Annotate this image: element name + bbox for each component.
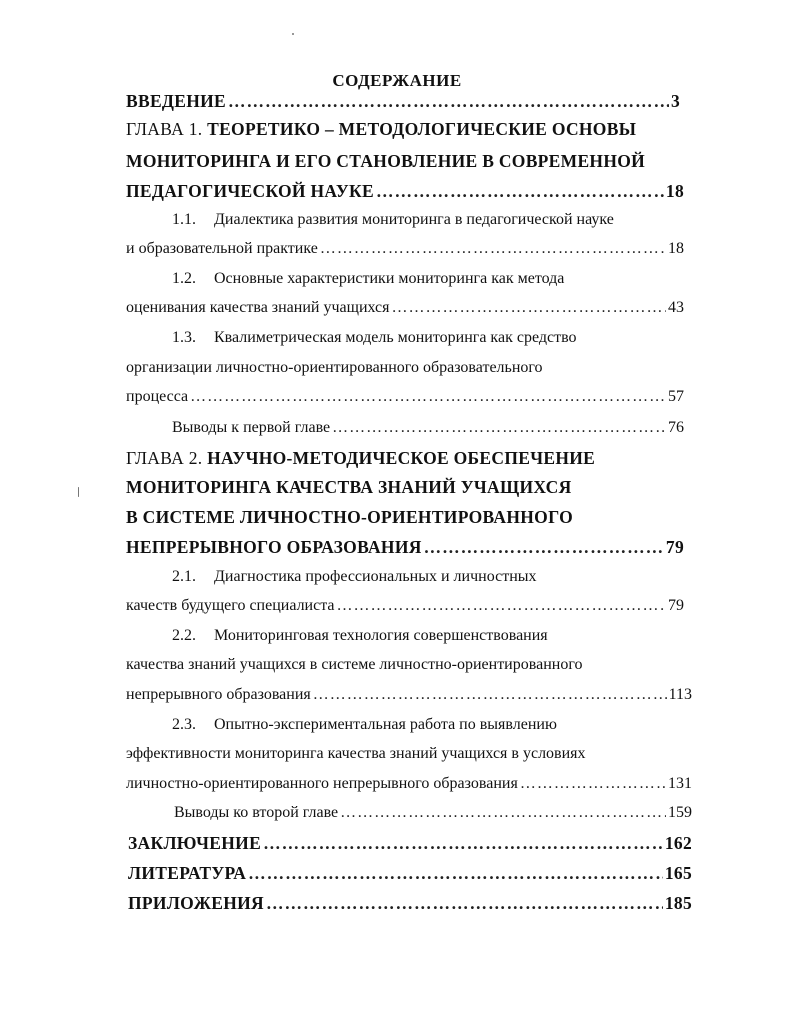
toc-section-2-3-line3[interactable]: личностно-ориентированного непрерывного образования ………………………………………………………………………………………………………………………………………………………………… 131 [126,773,692,795]
toc-entry-appendix[interactable]: ПРИЛОЖЕНИЯ ………………………………………………………………………………………………………………………………………………………………… 185 [128,892,692,914]
page-number: 165 [664,863,692,883]
page-number: 18 [668,240,684,257]
page-number: 159 [668,804,692,821]
toc-section-1-1[interactable]: 1.1. Диалектика развития мониторинга в педагогической науке [172,211,614,228]
toc-section-2-2[interactable]: 2.2. Мониторинговая технология совершенствования [172,627,548,644]
page-number: 43 [668,299,684,316]
page-number: 57 [668,388,684,405]
toc-chapter-2-heading[interactable]: ГЛАВА 2. НАУЧНО-МЕТОДИЧЕСКОЕ ОБЕСПЕЧЕНИЕ [126,448,596,468]
toc-chapter-2-heading-line3: В СИСТЕМЕ ЛИЧНОСТНО-ОРИЕНТИРОВАННОГО [126,507,573,527]
toc-section-1-2-line2[interactable]: оценивания качества знаний учащихся ………………………………………………………………………………………………………………………………………………………………… 43 [126,297,684,319]
toc-title: СОДЕРЖАНИЕ [332,71,462,90]
toc-chapter-1-conclusions[interactable]: Выводы к первой главе ………………………………………………………………………………………………………………………………………………………………… 76 [172,417,684,439]
toc-chapter-1-heading[interactable]: ГЛАВА 1. ТЕОРЕТИКО – МЕТОДОЛОГИЧЕСКИЕ ОСНОВЫ [126,119,637,139]
toc-section-2-3-line2: эффективности мониторинга качества знаний учащихся в условиях [126,745,586,762]
toc-section-2-1-line2[interactable]: качеств будущего специалиста ………………………………………………………………………………………………………………………………………………………………… 79 [126,595,684,617]
toc-chapter-2-heading-line2: МОНИТОРИНГА КАЧЕСТВА ЗНАНИЙ УЧАЩИХСЯ [126,477,572,497]
scan-speck [78,487,79,497]
page-number: 162 [664,833,692,853]
page-number: 79 [665,537,684,557]
toc-section-1-1-line2[interactable]: и образовательной практике ………………………………………………………………………………………………………………………………………………………………… 18 [126,238,684,260]
toc-entry-literature[interactable]: ЛИТЕРАТУРА ………………………………………………………………………………………………………………………………………………………………… 165 [128,862,692,884]
page-number: 185 [664,893,692,913]
toc-section-2-2-line2: качества знаний учащихся в системе личностно-ориентированного [126,656,583,673]
toc-chapter-1-heading-line2: МОНИТОРИНГА И ЕГО СТАНОВЛЕНИЕ В СОВРЕМЕННОЙ [126,151,646,171]
toc-entry-conclusion[interactable]: ЗАКЛЮЧЕНИЕ ………………………………………………………………………………………………………………………………………………………………… 162 [128,832,692,854]
toc-chapter-2-conclusions[interactable]: Выводы ко второй главе ………………………………………………………………………………………………………………………………………………………………… 159 [174,802,692,824]
toc-section-2-2-line3[interactable]: непрерывного образования ………………………………………………………………………………………………………………………………………………………………… 113 [126,684,692,706]
toc-section-2-1[interactable]: 2.1. Диагностика профессиональных и личностных [172,568,537,585]
scan-speck [292,33,294,35]
toc-section-1-3[interactable]: 1.3. Квалиметрическая модель мониторинга как средство [172,329,577,346]
toc-entry-introduction[interactable]: ВВЕДЕНИЕ ………………………………………………………………………………………………………………………………………………………………… 3 [126,90,680,112]
page-number: 18 [665,181,684,201]
toc-chapter-2-heading-line4[interactable]: НЕПРЕРЫВНОГО ОБРАЗОВАНИЯ ………………………………………………………………………………………………………………………………………………………………… 79 [126,536,684,558]
page-number: 76 [668,419,684,436]
page-number: 3 [670,91,680,111]
page-number: 131 [668,775,692,792]
toc-section-1-2[interactable]: 1.2. Основные характеристики мониторинга как метода [172,270,565,287]
toc-section-1-3-line2: организации личностно-ориентированного образовательного [126,359,543,376]
page-number: 113 [668,686,692,703]
toc-section-2-3[interactable]: 2.3. Опытно-экспериментальная работа по выявлению [172,716,557,733]
page-number: 79 [668,597,684,614]
toc-chapter-1-heading-line3[interactable]: ПЕДАГОГИЧЕСКОЙ НАУКЕ ………………………………………………………………………………………………………………………………………………………………… 18 [126,180,684,202]
toc-section-1-3-line3[interactable]: процесса ………………………………………………………………………………………………………………………………………………………………… 57 [126,386,684,408]
